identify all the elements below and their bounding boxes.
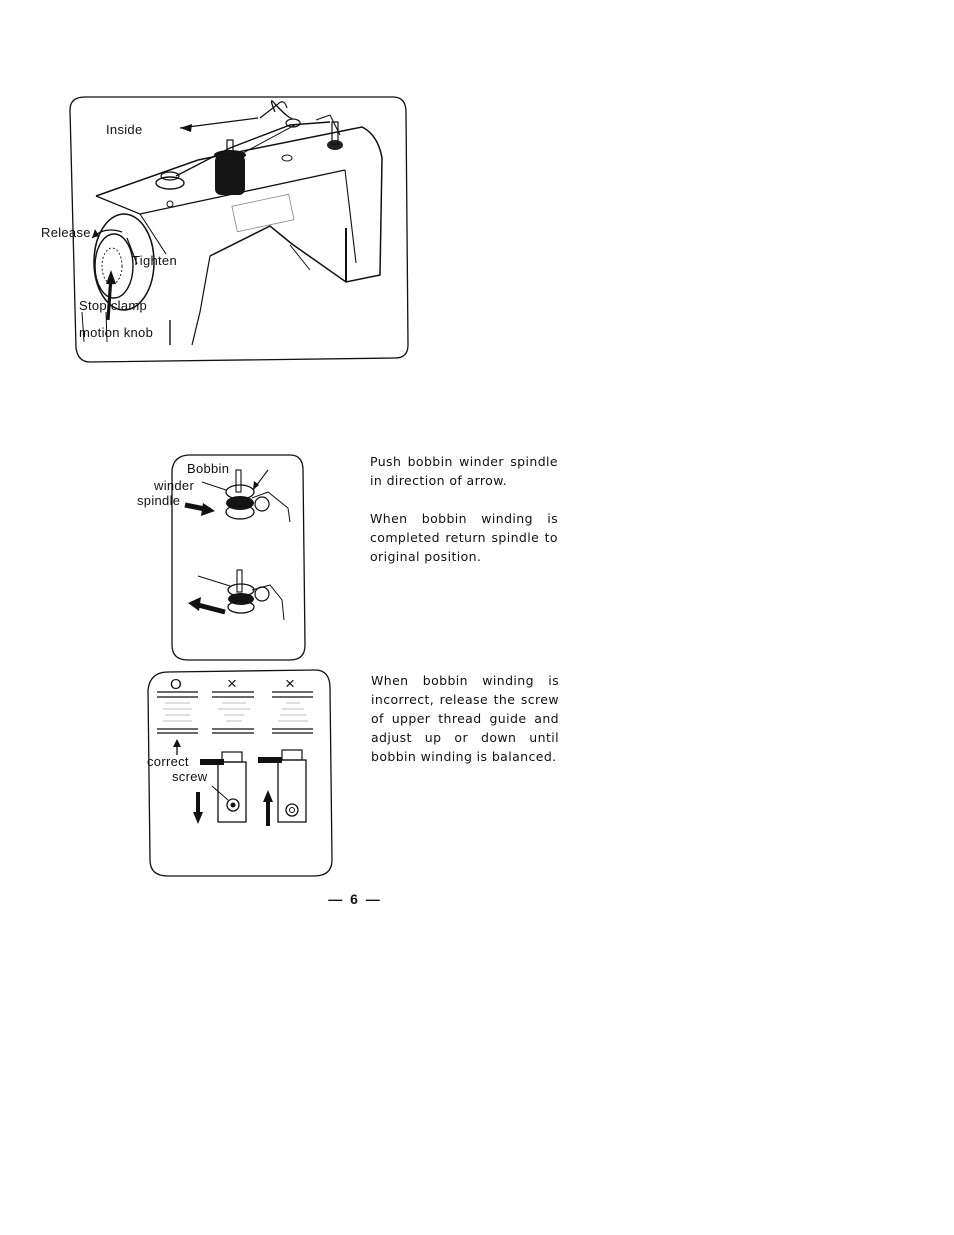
label-motion-knob: motion knob — [79, 325, 154, 340]
label-release: Release — [41, 225, 91, 240]
label-screw: screw — [172, 769, 208, 784]
label-spindle: spindle — [137, 493, 181, 508]
label-bobbin: Bobbin — [187, 461, 230, 476]
mark-wrong-2: × — [285, 674, 296, 693]
label-inside: Inside — [106, 122, 143, 137]
label-stop-clamp: Stop clamp — [79, 298, 148, 313]
instruction-push: Push bobbin winder spindle in direction of arrow. — [370, 454, 558, 488]
instruction-return: When bobbin winding is completed return spindle to original position. — [370, 511, 558, 564]
page-number: — 6 — — [328, 891, 382, 907]
label-tighten: Tighten — [132, 253, 177, 268]
mark-correct: O — [170, 676, 182, 693]
instruction-incorrect: When bobbin winding is incorrect, release the screw of upper thread guide and adjust up or down until bobbin winding is balanced. — [371, 673, 559, 764]
label-correct: correct — [147, 754, 189, 769]
label-winder: winder — [154, 478, 195, 493]
mark-wrong-1: × — [227, 674, 238, 693]
